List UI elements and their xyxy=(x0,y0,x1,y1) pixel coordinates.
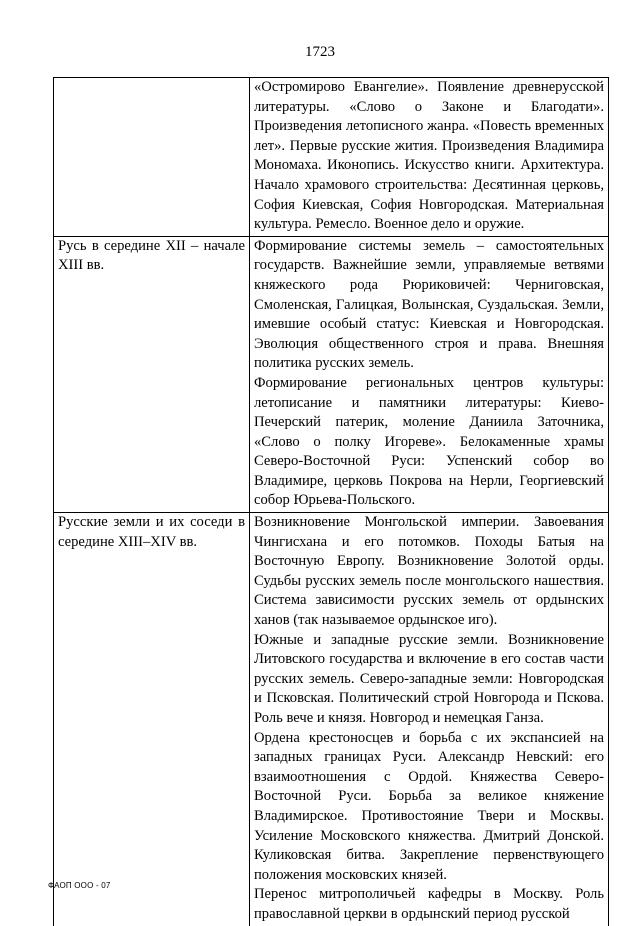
document-footer: ФАОП ООО - 07 xyxy=(48,881,111,890)
content-cell xyxy=(250,513,609,926)
table-row xyxy=(54,236,609,512)
content-paragraph: Перенос митрополичьей кафедры в Москву. Роль православной церкви в ордынский период русской xyxy=(254,886,604,922)
page-number: 1723 xyxy=(305,44,335,60)
table-row xyxy=(54,513,609,926)
content-paragraph: «Остромирово Евангелие». Появление древнерусской литературы. «Слово о Законе и Благодати». Произведения летописного жанра. «Повесть временных лет». Первые русские жития. Произведения Владимира Мономаха. Иконопись. Искусство книги. Архитектура. Начало храмового строительства: Десятинная церковь, София Киевская, София Новгородская. Материальная культура. Ремесло. Военное дело и оружие. xyxy=(254,79,604,233)
curriculum-table xyxy=(53,77,609,926)
content-paragraph: Формирование региональных центров культуры: летописание и памятники литературы: Киево-Печерский патерик, моление Даниила Заточника, «Слово о полку Игореве». Белокаменные храмы Северо-Восточной Руси: Успенский собор во Владимире, церковь Покрова на Нерли, Георгиевский собор Юрьева-Польского. xyxy=(254,374,604,509)
content-cell xyxy=(250,78,609,237)
period-cell xyxy=(54,78,250,237)
content-paragraph: Формирование системы земель – самостоятельных государств. Важнейшие земли, управляемые ветвями княжеского рода Рюриковичей: Черниговская, Смоленская, Галицкая, Волынская, Суздальская. Земли, имевшие особый статус: Киевская и Новгородская. Эволюция общественного строя и права. Внешняя политика русских земель. xyxy=(254,237,604,372)
content-paragraph: Ордена крестоносцев и борьба с их экспансией на западных границах Руси. Александр Невский: его взаимоотношения с Ордой. Княжества Северо-Восточной Руси. Борьба за великое княжение Владимирское. Противостояние Твери и Москвы. Усиление Московского княжества. Дмитрий Донской. Куликовская битва. Закрепление первенствующего положения московских князей. xyxy=(254,729,604,883)
table-row xyxy=(54,78,609,237)
period-cell: Русь в середине XII – начале XIII вв. xyxy=(54,236,250,512)
period-cell: Русские земли и их соседи в середине XIII–XIV вв. xyxy=(54,513,250,926)
content-paragraph: Возникновение Монгольской империи. Завоевания Чингисхана и его потомков. Походы Батыя на Восточную Европу. Возникновение Золотой орды. Судьбы русских земель после монгольского нашествия. Система зависимости русских земель от ордынских ханов (так называемое ордынское иго). xyxy=(254,514,604,629)
content-cell xyxy=(250,236,609,512)
content-paragraph: Южные и западные русские земли. Возникновение Литовского государства и включение в его состав части русских земель. Северо-западные земли: Новгородская и Псковская. Политический строй Новгорода и Пскова. Роль вече и князя. Новгород и немецкая Ганза. xyxy=(254,631,604,726)
